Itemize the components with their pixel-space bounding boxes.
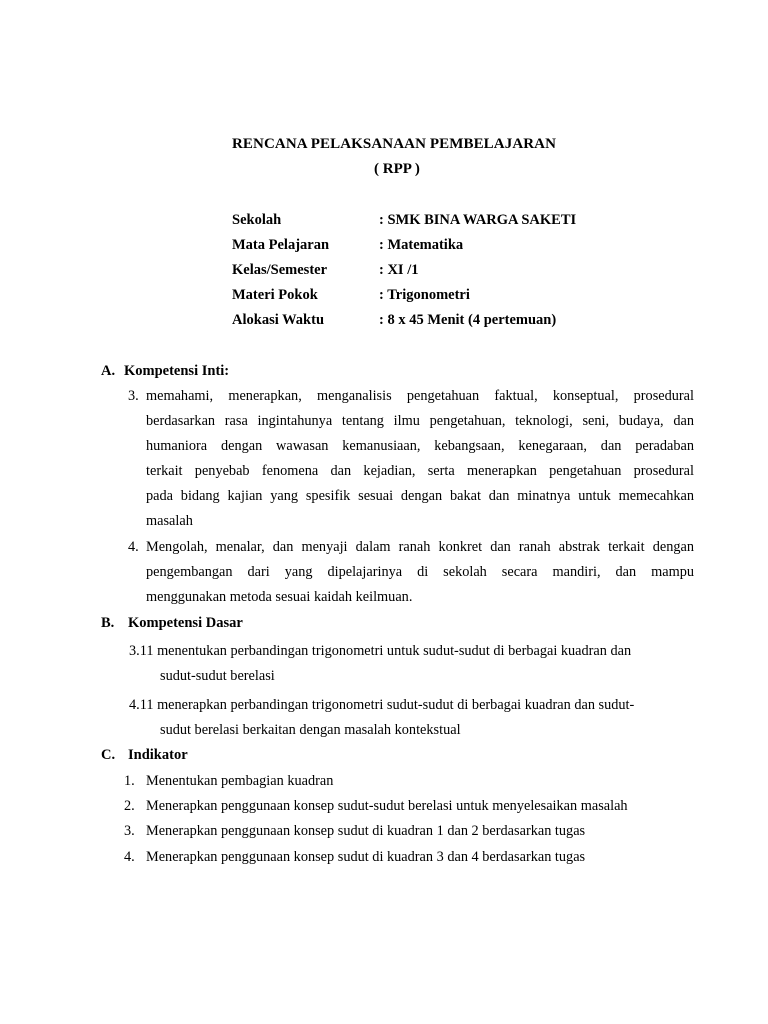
- info-value: : XI /1: [379, 262, 419, 278]
- paragraph-line: terkait penyebab fenomena dan kejadian, serta menerapkan pengetahuan prosedural: [146, 463, 694, 479]
- list-number: 4.: [128, 539, 139, 555]
- document-subtitle: ( RPP ): [374, 161, 420, 177]
- paragraph-line: Mengolah, menalar, dan menyaji dalam ranah konkret dan ranah abstrak terkait dengan: [146, 539, 694, 555]
- kd-item-line: sudut berelasi berkaitan dengan masalah kontekstual: [160, 722, 461, 738]
- paragraph-line: berdasarkan rasa ingintahunya tentang ilmu pengetahuan, teknologi, seni, budaya, dan: [146, 413, 694, 429]
- indicator-text: Menerapkan penggunaan konsep sudut-sudut berelasi untuk menyelesaikan masalah: [146, 798, 628, 814]
- document-title: RENCANA PELAKSANAAN PEMBELAJARAN: [232, 136, 557, 152]
- section-letter: C.: [101, 747, 116, 763]
- paragraph-line: memahami, menerapkan, menganalisis pengetahuan faktual, konseptual, prosedural: [146, 388, 694, 404]
- info-label: Materi Pokok: [232, 287, 318, 303]
- section-title: Kompetensi Inti:: [124, 363, 230, 379]
- kd-item-line: 4.11 menerapkan perbandingan trigonometri sudut-sudut di berbagai kuadran dan sudut-: [129, 697, 635, 713]
- info-label: Mata Pelajaran: [232, 237, 330, 253]
- kd-item-line: sudut-sudut berelasi: [160, 668, 275, 684]
- info-value: : 8 x 45 Menit (4 pertemuan): [379, 312, 557, 328]
- info-label: Alokasi Waktu: [232, 312, 325, 328]
- paragraph-line: pada bidang kajian yang spesifik sesuai dengan bakat dan minatnya untuk memecahkan: [146, 488, 694, 504]
- kd-item-line: 3.11 menentukan perbandingan trigonometri untuk sudut-sudut di berbagai kuadran dan: [129, 643, 632, 659]
- indicator-text: Menerapkan penggunaan konsep sudut di kuadran 1 dan 2 berdasarkan tugas: [146, 823, 586, 839]
- info-value: : SMK BINA WARGA SAKETI: [379, 212, 577, 228]
- list-number: 1.: [124, 773, 135, 789]
- list-number: 4.: [124, 849, 135, 865]
- section-title: Kompetensi Dasar: [128, 615, 243, 631]
- info-value: : Trigonometri: [379, 287, 470, 303]
- paragraph-line: menggunakan metoda sesuai kaidah keilmuan.: [146, 589, 413, 605]
- info-value: : Matematika: [379, 237, 464, 253]
- paragraph-line: pengembangan dari yang dipelajarinya di sekolah secara mandiri, dan mampu: [146, 564, 694, 580]
- info-label: Sekolah: [232, 212, 282, 228]
- section-letter: B.: [101, 615, 115, 631]
- section-title: Indikator: [128, 747, 188, 763]
- info-label: Kelas/Semester: [232, 262, 328, 278]
- paragraph-line: humaniora dengan wawasan kemanusiaan, kebangsaan, kenegaraan, dan peradaban: [146, 438, 694, 454]
- list-number: 3.: [128, 388, 139, 404]
- indicator-text: Menerapkan penggunaan konsep sudut di kuadran 3 dan 4 berdasarkan tugas: [146, 849, 586, 865]
- section-letter: A.: [101, 363, 116, 379]
- list-number: 2.: [124, 798, 135, 814]
- paragraph-line: masalah: [146, 513, 193, 529]
- list-number: 3.: [124, 823, 135, 839]
- indicator-text: Menentukan pembagian kuadran: [146, 773, 334, 789]
